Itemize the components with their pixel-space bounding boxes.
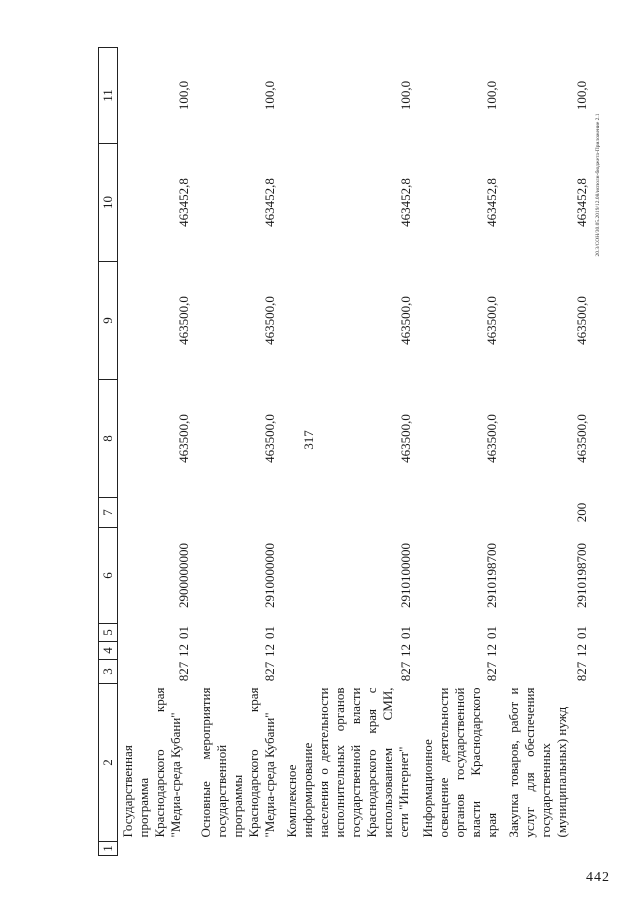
amount-cell: 463452,8 bbox=[175, 178, 191, 227]
corner-page-mark: 442 bbox=[586, 870, 610, 885]
subsection-code-cell: 01 bbox=[175, 626, 191, 639]
amount-cell: 463500,0 bbox=[573, 414, 589, 463]
row-number-cell bbox=[282, 842, 418, 856]
section-code-cell: 12 bbox=[175, 644, 191, 657]
percent-cell: 100,0 bbox=[261, 80, 277, 111]
section-code-cell: 12 bbox=[483, 644, 499, 657]
percent-cell: 100,0 bbox=[573, 80, 589, 111]
column-header: 11 bbox=[99, 48, 118, 144]
column-header: 9 bbox=[99, 262, 118, 380]
amount-cell: 463452,8 bbox=[483, 178, 499, 227]
row-number-cell bbox=[504, 842, 594, 856]
target-article-cell: 2900000000 bbox=[175, 543, 191, 608]
budget-table bbox=[98, 47, 594, 856]
table-header-row bbox=[99, 48, 118, 856]
subsection-code-cell: 01 bbox=[573, 626, 589, 639]
subsection-code-cell: 01 bbox=[483, 626, 499, 639]
amount-cell: 463500,0 bbox=[397, 414, 413, 463]
amount-cell: 463452,8 bbox=[397, 178, 413, 227]
amount-cell: 463500,0 bbox=[175, 414, 191, 463]
target-article-cell: 2910100000 bbox=[397, 543, 413, 608]
expense-type-cell: 200 bbox=[573, 502, 589, 523]
row-number-cell bbox=[418, 842, 504, 856]
department-code-cell: 827 bbox=[175, 661, 191, 682]
column-header: 6 bbox=[99, 528, 118, 624]
subsection-code-cell: 01 bbox=[397, 626, 413, 639]
amount-cell: 463500,0 bbox=[261, 414, 277, 463]
page-number: 317 bbox=[301, 430, 316, 450]
column-header: 1 bbox=[99, 842, 118, 856]
amount-cell: 463452,8 bbox=[573, 178, 589, 227]
item-name-cell: Закупка товаров, работ и услуг для обеспечения государственных (муниципальных) нужд bbox=[505, 687, 569, 838]
expense-type-cell bbox=[282, 498, 418, 528]
column-header: 4 bbox=[99, 642, 118, 660]
department-code-cell: 827 bbox=[483, 661, 499, 682]
section-code-cell: 12 bbox=[573, 644, 589, 657]
rotated-table-container bbox=[98, 48, 606, 856]
department-code-cell: 827 bbox=[397, 661, 413, 682]
amount-cell: 463500,0 bbox=[261, 296, 277, 345]
table-row bbox=[504, 48, 594, 856]
amount-cell: 463500,0 bbox=[573, 296, 589, 345]
footer-file-path: 20.3/СОН/30.05.2019/12.08/исполн-бюджета-Приложение 2.1 bbox=[595, 113, 601, 257]
expense-type-cell bbox=[118, 498, 196, 528]
department-code-cell: 827 bbox=[573, 661, 589, 682]
amount-cell: 463500,0 bbox=[483, 414, 499, 463]
item-name-cell: Основные мероприятия государственной программы Краснодарского края "Медиа-среда Кубани" bbox=[197, 687, 277, 838]
column-header: 2 bbox=[99, 684, 118, 842]
amount-cell: 463500,0 bbox=[397, 296, 413, 345]
subsection-code-cell: 01 bbox=[261, 626, 277, 639]
column-header: 3 bbox=[99, 660, 118, 684]
target-article-cell: 2910000000 bbox=[261, 543, 277, 608]
table-row bbox=[196, 48, 282, 856]
target-article-cell: 2910198700 bbox=[483, 543, 499, 608]
column-header: 5 bbox=[99, 624, 118, 642]
section-code-cell: 12 bbox=[261, 644, 277, 657]
column-header: 10 bbox=[99, 144, 118, 262]
percent-cell: 100,0 bbox=[397, 80, 413, 111]
table-row bbox=[282, 48, 418, 856]
item-name-cell: Информационное освещение деятельности органов государственной власти Краснодарского края bbox=[419, 687, 499, 838]
table-row bbox=[418, 48, 504, 856]
percent-cell: 100,0 bbox=[483, 80, 499, 111]
amount-cell: 463452,8 bbox=[261, 178, 277, 227]
expense-type-cell bbox=[196, 498, 282, 528]
row-number-cell bbox=[196, 842, 282, 856]
expense-type-cell bbox=[418, 498, 504, 528]
amount-cell: 463500,0 bbox=[483, 296, 499, 345]
percent-cell: 100,0 bbox=[175, 80, 191, 111]
column-header: 8 bbox=[99, 380, 118, 498]
target-article-cell: 2910198700 bbox=[573, 543, 589, 608]
amount-cell: 463500,0 bbox=[175, 296, 191, 345]
section-code-cell: 12 bbox=[397, 644, 413, 657]
item-name-cell: Комплексное информирование населения о деятельности исполнительных органов государственной власти Краснодарского края с использованием СМИ, сети "Интернет" bbox=[283, 687, 411, 838]
department-code-cell: 827 bbox=[261, 661, 277, 682]
column-header: 7 bbox=[99, 498, 118, 528]
row-number-cell bbox=[118, 842, 196, 856]
item-name-cell: Государственная программа Краснодарского края "Медиа-среда Кубани" bbox=[120, 687, 183, 838]
table-row bbox=[118, 48, 196, 856]
